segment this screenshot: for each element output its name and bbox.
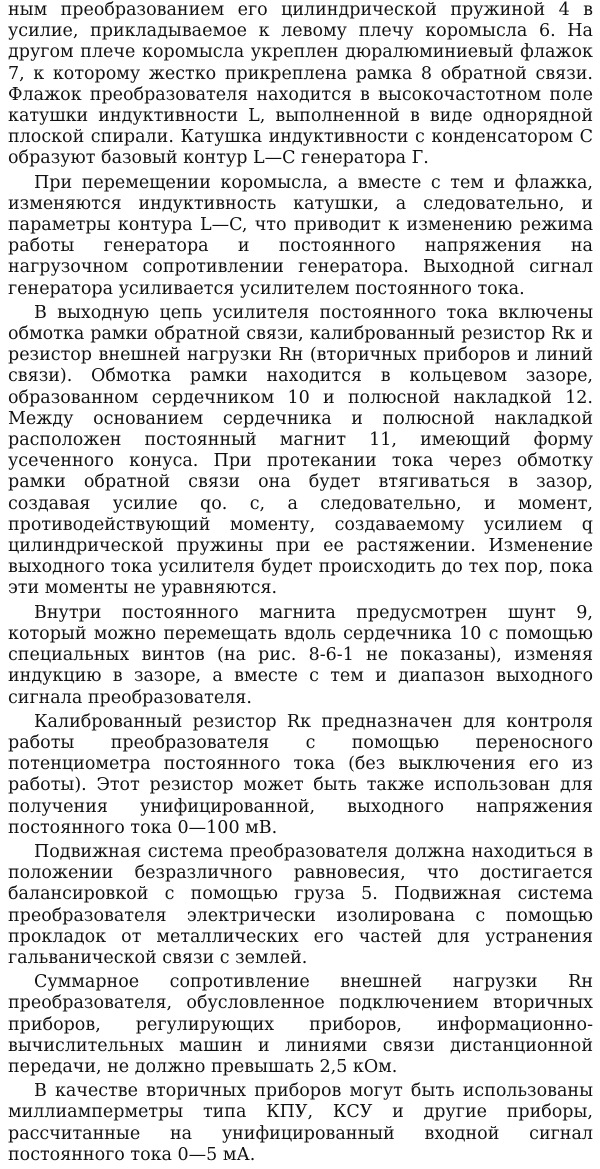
paragraph-3: В выходную цепь усилителя постоянного тока включены обмотка рамки обратной связи, калиброванный резистор Rк и резистор внешней нагрузки Rн (вторичных приборов и линий связи). Обмотка рамки находится в кольцевом зазоре, образованном сердечником 10 и полюсной накладкой 12. Между основанием сердечника и полюсной накладкой расположен постоянный магнит 11, имеющий форму усеченного конуса. При протекании тока через обмотку рамки обратной связи она будет втягиваться в зазор, создавая усилие qо. с, а следовательно, и момент, противодействующий моменту, создаваемому усилием q цилиндрической пружины при ее растяжении. Изменение выходного тока усилителя будет происходить до тех пор, пока эти моменты не уравняются.: [8, 302, 593, 599]
paragraph-7: Суммарное сопротивление внешней нагрузки Rн преобразователя, обусловленное подключением вторичных приборов, регулирующих приборов, информационно-вычислительных машин и линиями связи дистанционной передачи, не должно превышать 2,5 кОм.: [8, 972, 593, 1077]
paragraph-5: Калиброванный резистор Rк предназначен для контроля работы преобразователя с помощью переносного потенциометра постоянного тока (без выключения его из работы). Этот резистор может быть также использован для получения унифицированной, выходного напряжения постоянного тока 0—100 мВ.: [8, 711, 593, 838]
paragraph-8: В качестве вторичных приборов могут быть использованы миллиамперметры типа КПУ, КСУ и другие приборы, рассчитанные на унифицированный входной сигнал постоянного тока 0—5 мА.: [8, 1081, 593, 1165]
paragraph-2: При перемещении коромысла, а вместе с тем и флажка, изменяются индуктивность катушки, а следовательно, и параметры контура L—C, что приводит к изменению режима работы генератора и постоянного напряжения на нагрузочном сопротивлении генератора. Выходной сигнал генератора усиливается усилителем постоянного тока.: [8, 172, 593, 299]
paragraph-6: Подвижная система преобразователя должна находиться в положении безразличного равновесия, что достигается балансировкой с помощью груза 5. Подвижная система преобразователя электрически изолирована с помощью прокладок от металлических его частей для устранения гальванической связи с землей.: [8, 841, 593, 968]
paragraph-4: Внутри постоянного магнита предусмотрен шунт 9, который можно перемещать вдоль сердечника 10 с помощью специальных винтов (на рис. 8-6-1 не показаны), изменяя индукцию в зазоре, а вместе с тем и диапазон выходного сигнала преобразователя.: [8, 602, 593, 708]
document-page: [8, 0, 593, 1169]
paragraph-1: ным преобразованием его цилиндрической пружиной 4 в усилие, прикладываемое к левому плечу коромысла 6. На другом плече коромысла укреплен дюралюминиевый флажок 7, к которому жестко прикреплена рамка 8 обратной связи. Флажок преобразователя находится в высокочастотном поле катушки индуктивности L, выполненной в виде однорядной плоской спирали. Катушка индуктивности с конденсатором C образуют базовый контур L—C генератора Г.: [8, 0, 593, 169]
